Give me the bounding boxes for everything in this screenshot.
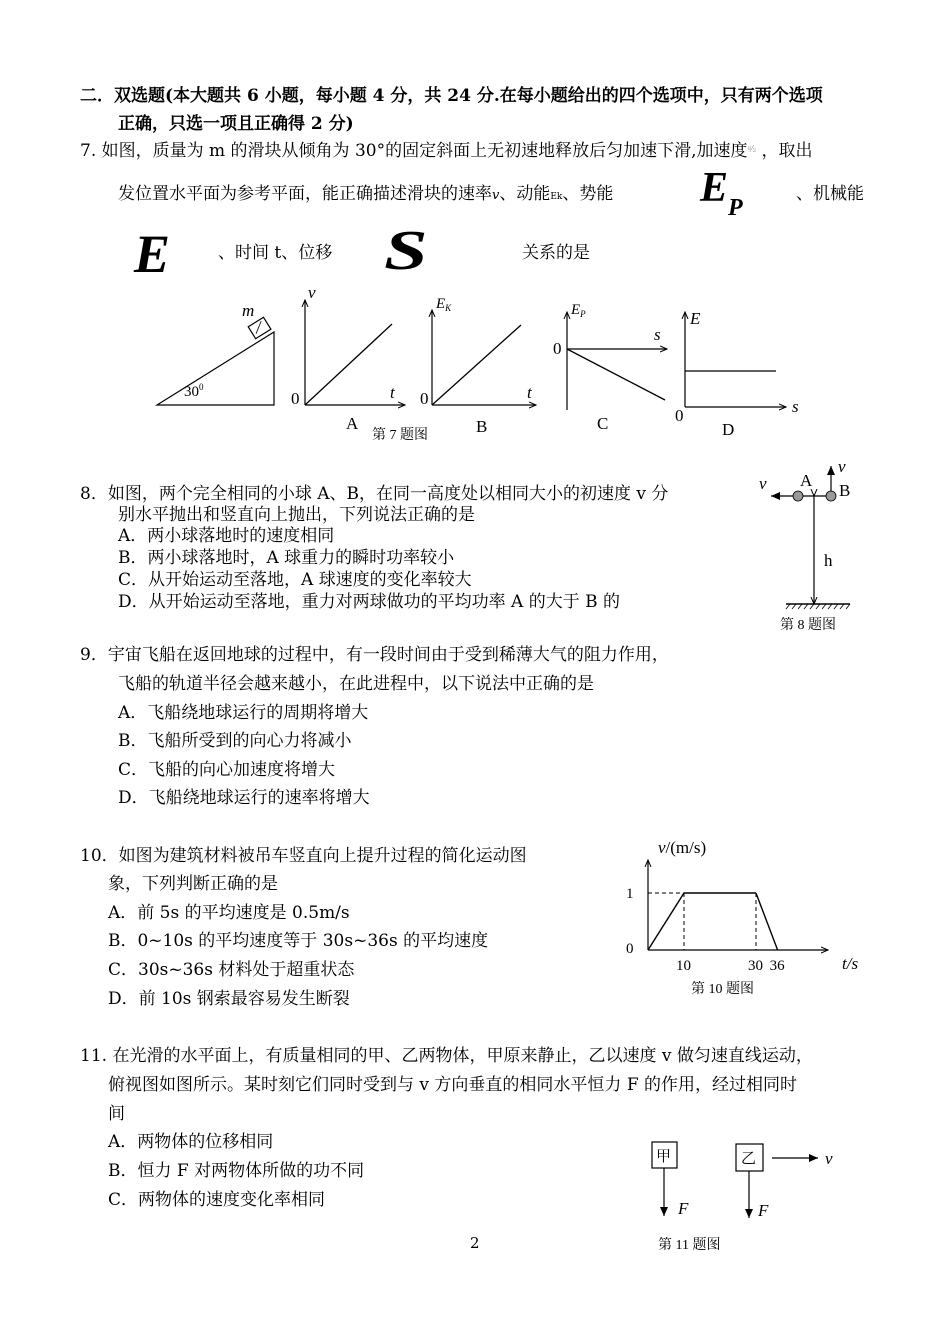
q10-option-d: D．前 10s 钢索最容易发生断裂 [108, 989, 350, 1009]
q10-line-segment [648, 893, 684, 950]
section-heading: 二．双选题(本大题共 6 小题，每小题 4 分，共 24 分.在每小题给出的四个选项中，只有两个选项 [80, 86, 823, 106]
acceleration-formula-icon: ᵍ⁄₂ [747, 144, 757, 155]
q8-option-a: A．两小球落地时的速度相同 [118, 526, 335, 546]
graph-a-xlabel: t [390, 383, 395, 402]
section-heading-cont: 正确，只选一项且正确得 2 分) [118, 114, 354, 134]
q11-option-c: C．两物体的速度变化率相同 [108, 1190, 326, 1210]
q9-option-d: D．飞船绕地球运行的速率将增大 [118, 788, 370, 808]
q11-f2: F [758, 1201, 769, 1220]
ball-b [826, 491, 836, 501]
q8-figure [759, 457, 850, 633]
q7-stem-line3: 、时间 t、位移 [218, 243, 333, 263]
graph-d-origin: 0 [675, 406, 684, 425]
graph-d [675, 309, 799, 439]
graph-c [553, 302, 667, 433]
graph-c-origin: 0 [553, 339, 562, 358]
ball-a [793, 491, 803, 501]
q8-option-d: D．从开始运动至落地，重力对两球做功的平均功率 A 的大于 B 的 [118, 592, 621, 612]
q10-y-tick-label: 1 [626, 886, 634, 902]
q9-option-b: B．飞船所受到的向心力将减小 [118, 731, 352, 751]
page-number: 2 [470, 1234, 480, 1252]
graph-b-letter: B [476, 417, 488, 436]
q8-height-label: h [824, 551, 833, 570]
q10-x-tick-label: 10 [676, 958, 691, 974]
mass-label: m [242, 301, 255, 320]
q7-caption: 第 7 题图 [372, 428, 428, 443]
q8-v-up: v [838, 457, 846, 476]
graph-b-xlabel: t [527, 383, 532, 402]
q10-option-c: C．30s~36s 材料处于超重状态 [108, 960, 355, 980]
q11-stem-line2: 俯视图如图所示。某时刻它们同时受到与 v 方向垂直的相同水平恒力 F 的作用，经过相同时 [108, 1075, 798, 1095]
q11-box2-label: 乙 [741, 1151, 757, 1167]
q8-v-left: v [759, 474, 767, 493]
graph-c-xlabel: s [654, 325, 661, 344]
q9-option-c: C．飞船的向心加速度将增大 [118, 760, 336, 780]
q10-line-segment [756, 893, 778, 950]
q11-caption: 第 11 题图 [658, 1238, 721, 1253]
q10-caption: 第 10 题图 [691, 982, 754, 997]
q9-stem-line1: 9．宇宙飞船在返回地球的过程中，有一段时间由于受到稀薄大气的阻力作用， [80, 645, 669, 665]
q10-x-tick-label: 36 [769, 958, 785, 974]
q8-ball-a-label: A [800, 471, 813, 490]
graph-a-ylabel: v [308, 283, 316, 302]
graph-b-origin: 0 [420, 389, 429, 408]
q11-figure [652, 1142, 833, 1253]
graph-d-xlabel: s [792, 397, 799, 416]
graph-b [420, 296, 536, 436]
q11-box1-label: 甲 [656, 1149, 672, 1165]
graph-c-letter: C [597, 414, 609, 433]
q10-stem-line1: 10．如图为建筑材料被吊车竖直向上提升过程的简化运动图 [80, 846, 527, 866]
q8-option-b: B．两小球落地时，A 球重力的瞬时功率较小 [118, 548, 455, 568]
graph-c-ylabel: $E_P$ [571, 302, 586, 319]
q7-ep-symbol: $E_P$ [700, 165, 743, 221]
graph-d-ylabel: E [690, 309, 701, 328]
q10-vt-chart [626, 838, 858, 997]
graph-b-ylabel: $E_K$ [436, 296, 452, 313]
graph-d-letter: D [722, 420, 735, 439]
q11-option-a: A．两物体的位移相同 [108, 1132, 274, 1152]
q8-option-c: C．从开始运动至落地，A 球速度的变化率较大 [118, 570, 472, 590]
q10-option-a: A．前 5s 的平均速度是 0.5m/s [108, 903, 350, 923]
q10-origin: 0 [626, 941, 634, 957]
graph-a-letter: A [346, 414, 359, 433]
q10-xlabel: t/s [842, 954, 859, 973]
q7-stem-line2-end: 、机械能 [796, 184, 864, 204]
q9-option-a: A．飞船绕地球运行的周期将增大 [118, 703, 369, 723]
graph-a [291, 283, 405, 433]
q7-stem-line3-end: 关系的是 [522, 243, 590, 263]
q10-stem-line2: 象，下列判断正确的是 [108, 874, 278, 894]
angle-label: $30^0$ [184, 382, 204, 400]
graph-a-origin: 0 [291, 389, 300, 408]
q9-stem-line2: 飞船的轨道半径会越来越小，在此进程中，以下说法中正确的是 [118, 674, 594, 694]
incline-drawing [157, 301, 274, 405]
q7-stem-line1: 7. 如图，质量为 m 的滑块从倾角为 30°的固定斜面上无初速地释放后匀加速下滑,加速度ᵍ⁄₂ ，取出 [80, 141, 813, 161]
q8-caption: 第 8 题图 [780, 618, 836, 633]
q8-ball-b-label: B [839, 481, 851, 500]
q11-stem-line3: 间 [108, 1104, 125, 1124]
q11-option-b: B．恒力 F 对两物体所做的功不同 [108, 1161, 365, 1181]
q8-stem-line2: 别水平抛出和竖直向上抛出，下列说法正确的是 [118, 505, 475, 525]
q11-stem-line1: 11. 在光滑的水平面上，有质量相同的甲、乙两物体，甲原来静止，乙以速度 v 做匀速直线运动， [80, 1046, 813, 1066]
q10-x-tick-label: 30 [748, 958, 763, 974]
q10-ylabel: v/(m/s) [658, 838, 707, 857]
q7-e-symbol: E [134, 224, 171, 284]
q11-f1: F [678, 1199, 689, 1218]
q7-stem-line2: 发位置水平面为参考平面，能正确描述滑块的速率v、动能Ek、势能 [118, 184, 614, 204]
q11-v: v [825, 1149, 833, 1168]
q10-option-b: B．0~10s 的平均速度等于 30s~36s 的平均速度 [108, 931, 489, 951]
q7-s-symbol: S [384, 220, 428, 282]
q8-stem-line1: 8．如图，两个完全相同的小球 A、B，在同一高度处以相同大小的初速度 v 分 [80, 484, 669, 504]
